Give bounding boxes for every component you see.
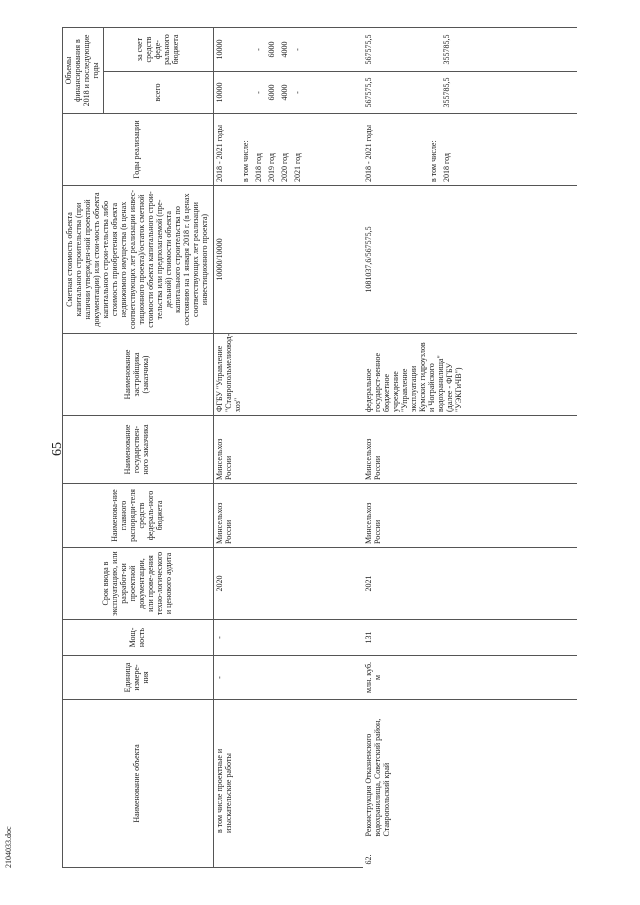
federal-line	[417, 31, 430, 68]
years-line	[229, 117, 242, 182]
unit-cell: -	[213, 656, 363, 700]
table-header	[63, 27, 214, 867]
header-developer: Наименование застройщика (заказчика)	[63, 334, 214, 416]
header-funding: Объемы финансирования в 2018 и последующие годы	[63, 27, 104, 113]
table-body	[213, 27, 577, 867]
developer-cell: ФГБУ "Управление "Ставропольмелиовод-хоз"	[213, 334, 363, 416]
page-number: 65	[50, 442, 65, 456]
row-number: 62.	[364, 854, 374, 865]
federal-line: -	[253, 48, 263, 51]
years-line: 2018 год	[253, 153, 263, 182]
state-customer-cell: Минсельхоз России	[213, 416, 363, 484]
investment-table	[62, 27, 577, 868]
deadline-cell: 2020	[213, 548, 363, 620]
years-line: 2018 год	[442, 153, 452, 182]
years-line	[378, 117, 391, 182]
table-row	[363, 27, 577, 867]
total-line: 355785,5	[442, 77, 452, 108]
total-cell	[363, 72, 577, 114]
footer-filename: 2104033.doc	[4, 826, 13, 868]
header-object-name: Наименование объекта	[63, 700, 214, 868]
federal-line: 567575,5	[364, 34, 374, 65]
federal-cell	[363, 27, 577, 71]
deadline-cell: 2021	[363, 548, 577, 620]
years-line: в том числе:	[429, 140, 439, 182]
object-name: 62. Реконструкция Отказненского водохранилища, Советский район, Ставропольский край	[364, 718, 392, 865]
capacity-cell: -	[213, 620, 363, 656]
federal-line	[229, 31, 242, 68]
federal-line: 10000	[214, 39, 224, 60]
header-funding-total: всего	[103, 72, 213, 114]
total-line	[229, 75, 242, 110]
total-line	[404, 75, 417, 110]
federal-line: -	[292, 48, 302, 51]
years-line: 2019 год	[266, 153, 276, 182]
unit-cell: млн. куб. м	[363, 656, 577, 700]
header-cost: Сметная стоимость объекта капитального строительства (при наличии утвержден-ной проектной документации) или стои-мость объекта капитального строи-тельства либо стоимость приобретения объекта недвижимого имущества (в ценах соответствующих лет реализации инвес-тиционного проекта)/остаток сметной стоимости объекта капитального строи-тельства или предполагаемой (пре-дельной) стоимости объекта капитального строительства по состоянию на 1 января 2018 г. (в ценах соответствующих лет реализации инвестиционного проекта)	[63, 186, 214, 334]
federal-line	[391, 31, 404, 68]
header-deadline: Срок ввода в эксплуатацию, или разработ-ки проектной документации, или прове-дения техно-логического и ценового аудита	[63, 548, 214, 620]
header-state-customer: Наименование государствен-ного заказчика	[63, 416, 214, 484]
total-line	[242, 75, 255, 110]
investment-table-container	[62, 28, 577, 868]
years-line	[391, 117, 404, 182]
total-line: 6000	[266, 84, 276, 101]
capacity-cell: 131	[363, 620, 577, 656]
total-line: -	[292, 91, 302, 94]
cost-cell: 10000/10000	[213, 186, 363, 334]
header-years: Годы реализации	[63, 114, 214, 186]
cost-cell: 1081037,6/567575,5	[363, 186, 577, 334]
federal-line: 4000	[279, 41, 289, 58]
header-funding-federal: за счет средств феде-рального бюджета	[103, 27, 213, 71]
federal-line: 6000	[266, 41, 276, 58]
total-line: -	[253, 91, 263, 94]
header-capacity: Мощ-ность	[63, 620, 214, 656]
years-line: 2018 - 2021 годы	[364, 125, 374, 182]
years-line	[404, 117, 417, 182]
table-row	[213, 27, 363, 867]
header-main-manager: Наименова-ние главного распоряди-теля средств федераль-ного бюджета	[63, 484, 214, 548]
object-name: в том числе проектные и изыскательские работы	[213, 700, 363, 868]
federal-line	[242, 31, 255, 68]
total-line: 567575,5	[364, 77, 374, 108]
main-manager-cell: Минсельхоз России	[363, 484, 577, 548]
years-line: 2018 - 2021 годы	[214, 125, 224, 182]
total-line: 10000	[214, 82, 224, 103]
total-line	[378, 75, 391, 110]
total-cell	[213, 72, 363, 114]
federal-line: 355785,5	[442, 34, 452, 65]
federal-line	[404, 31, 417, 68]
years-line: 2020 год	[279, 153, 289, 182]
years-line: в том числе:	[240, 140, 250, 182]
state-customer-cell: Минсельхоз России	[363, 416, 577, 484]
total-line	[391, 75, 404, 110]
main-manager-cell: Минсельхоз России	[213, 484, 363, 548]
federal-cell	[213, 27, 363, 71]
federal-line	[378, 31, 391, 68]
years-cell	[213, 114, 363, 186]
developer-cell: федеральное государст-венное бюджетное учреждение "Управление эксплуатации Кумских гидроузлов и Чограйского водохранилища" (далее - ФГБУ "УЭКГиЧВ")	[363, 334, 577, 416]
total-line	[417, 75, 430, 110]
header-unit: Единица измере-ния	[63, 656, 214, 700]
years-cell	[363, 114, 577, 186]
total-line: 4000	[279, 84, 289, 101]
years-line: 2021 год	[292, 153, 302, 182]
